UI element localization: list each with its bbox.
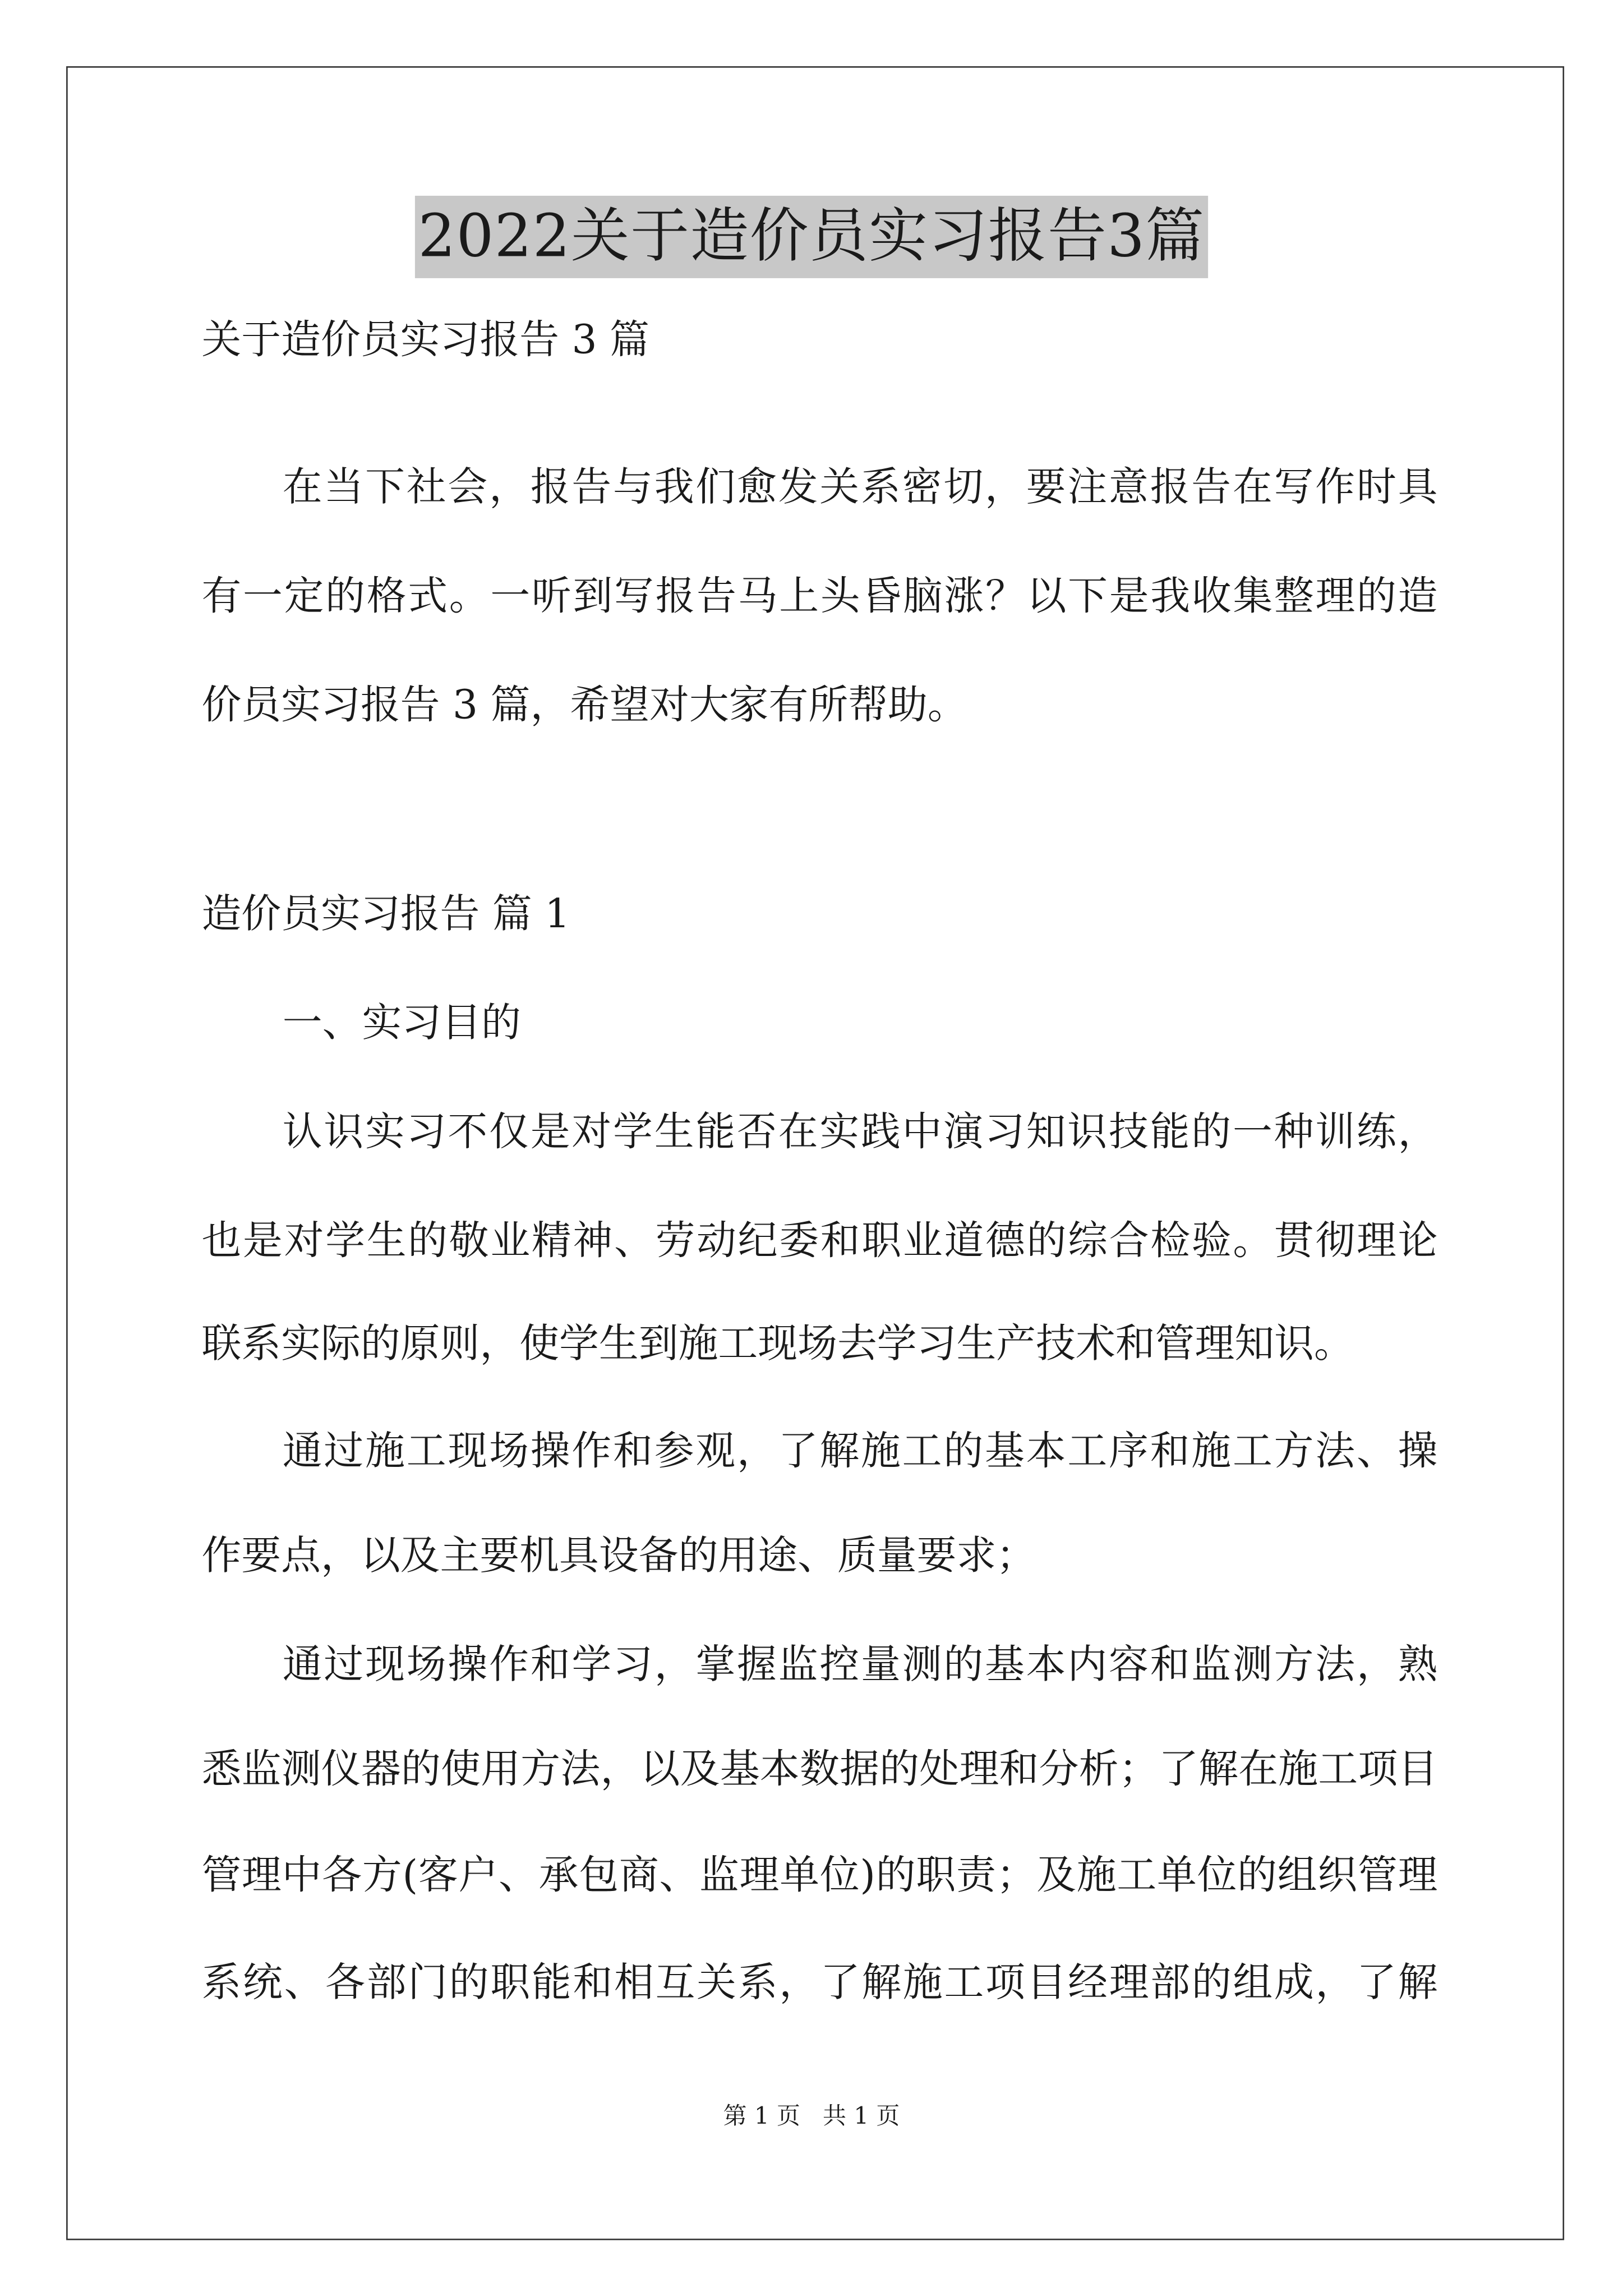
paragraph-line: 联系实际的原则，使学生到施工现场去学习生产技术和管理知识。 [201,1322,1354,1368]
paragraph-line: 悉监测仪器的使用方法，以及基本数据的处理和分析；了解在施工项目 [201,1747,1438,1793]
subsection-heading: 一、实习目的 [282,1001,521,1047]
page-footer [0,2102,1623,2131]
paragraph-line: 价员实习报告 3 篇，希望对大家有所帮助。 [201,683,967,729]
page-number: 第 1 页 [723,2101,800,2130]
paragraph-line: 也是对学生的敬业精神、劳动纪委和职业道德的综合检验。贯彻理论 [201,1218,1438,1264]
paragraph-line: 管理中各方(客户、承包商、监理单位)的职责；及施工单位的组织管理 [201,1853,1438,1899]
paragraph-line: 在当下社会，报告与我们愈发关系密切，要注意报告在写作时具 [282,465,1438,511]
paragraph-line: 认识实习不仅是对学生能否在实践中演习知识技能的一种训练， [282,1110,1438,1156]
paragraph-line: 系统、各部门的职能和相互关系，了解施工项目经理部的组成，了解 [201,1960,1438,2007]
section-heading: 造价员实习报告 篇 1 [201,892,570,938]
paragraph-line: 通过施工现场操作和参观，了解施工的基本工序和施工方法、操 [282,1429,1438,1475]
subtitle-line: 关于造价员实习报告 3 篇 [201,318,649,364]
title-container [0,196,1623,278]
document-title: 2022关于造价员实习报告3篇 [415,196,1208,278]
paragraph-line: 有一定的格式。一听到写报告马上头昏脑涨？以下是我收集整理的造 [201,574,1438,620]
page-total: 共 1 页 [823,2101,900,2130]
paragraph-line: 作要点，以及主要机具设备的用途、质量要求； [201,1533,1036,1580]
paragraph-line: 通过现场操作和学习，掌握监控量测的基本内容和监测方法，熟 [282,1642,1438,1688]
